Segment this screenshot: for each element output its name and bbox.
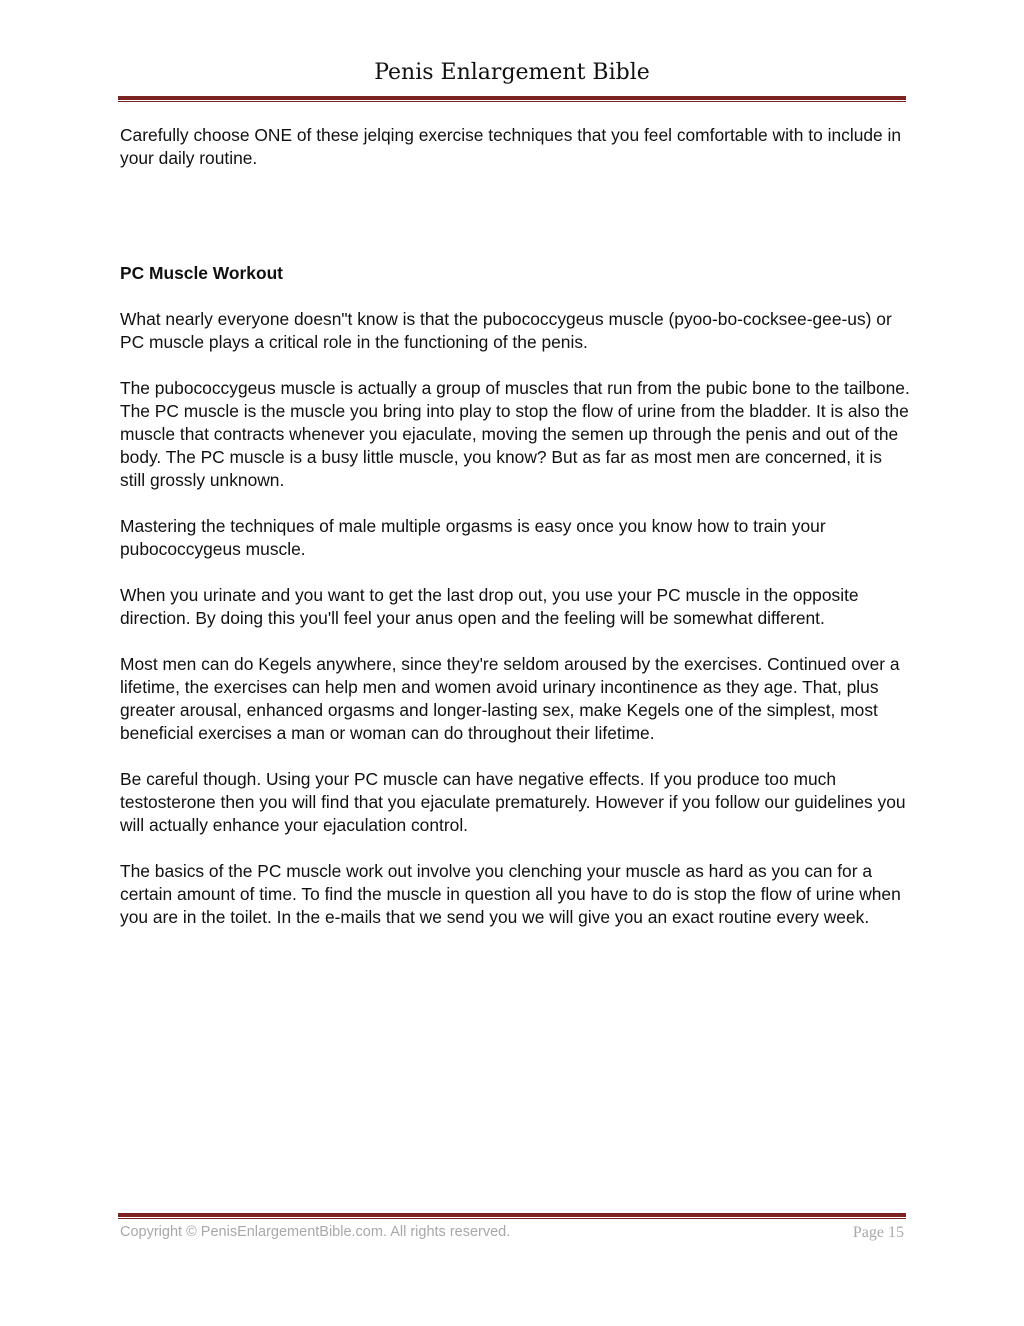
body-paragraph: Mastering the techniques of male multiple orgasms is easy once you know how to train your pubococcygeus muscle.	[120, 516, 826, 559]
body-paragraph: The pubococcygeus muscle is actually a group of muscles that run from the pubic bone to the tailbone. The PC muscle is the muscle you bring into play to stop the flow of urine from the bladder. It is also the muscle that contracts whenever you ejaculate, moving the semen up through the penis and out of the body. The PC muscle is a busy little muscle, you know? But as far as most men are concerned, it is still grossly unknown.	[120, 378, 910, 490]
body-paragraph: What nearly everyone doesn"t know is that the pubococcygeus muscle (pyoo-bo-cocksee-gee-us) or PC muscle plays a critical role in the functioning of the penis.	[120, 309, 892, 352]
footer-divider	[118, 1213, 906, 1219]
intro-paragraph: Carefully choose ONE of these jelqing exercise techniques that you feel comfortable with to include in your daily routine.	[120, 125, 902, 168]
section-heading: PC Muscle Workout	[120, 263, 283, 283]
body-paragraph: The basics of the PC muscle work out involve you clenching your muscle as hard as you can for a certain amount of time. To find the muscle in question all you have to do is stop the flow of urine when you are in the toilet. In the e-mails that we send you we will give you an exact routine every week.	[120, 861, 901, 927]
body-paragraph: Most men can do Kegels anywhere, since they're seldom aroused by the exercises. Continued over a lifetime, the exercises can help men and women avoid urinary incontinence as they age. That, plus greater arousal, enhanced orgasms and longer-lasting sex, make Kegels one of the simplest, most beneficial exercises a man or woman can do throughout their lifetime.	[120, 654, 900, 743]
header-divider	[118, 96, 906, 102]
footer-copyright: Copyright © PenisEnlargementBible.com. All rights reserved.	[120, 1224, 511, 1240]
body-paragraph: When you urinate and you want to get the last drop out, you use your PC muscle in the opposite direction. By doing this you'll feel your anus open and the feeling will be somewhat different.	[120, 585, 859, 628]
body-paragraph: Be careful though. Using your PC muscle can have negative effects. If you produce too much testosterone then you will find that you ejaculate prematurely. However if you follow our guidelines you will actually enhance your ejaculation control.	[120, 769, 906, 835]
page-header-title: Penis Enlargement Bible	[374, 60, 650, 85]
page-number: Page 15	[852, 1224, 904, 1241]
page-content	[120, 124, 910, 952]
